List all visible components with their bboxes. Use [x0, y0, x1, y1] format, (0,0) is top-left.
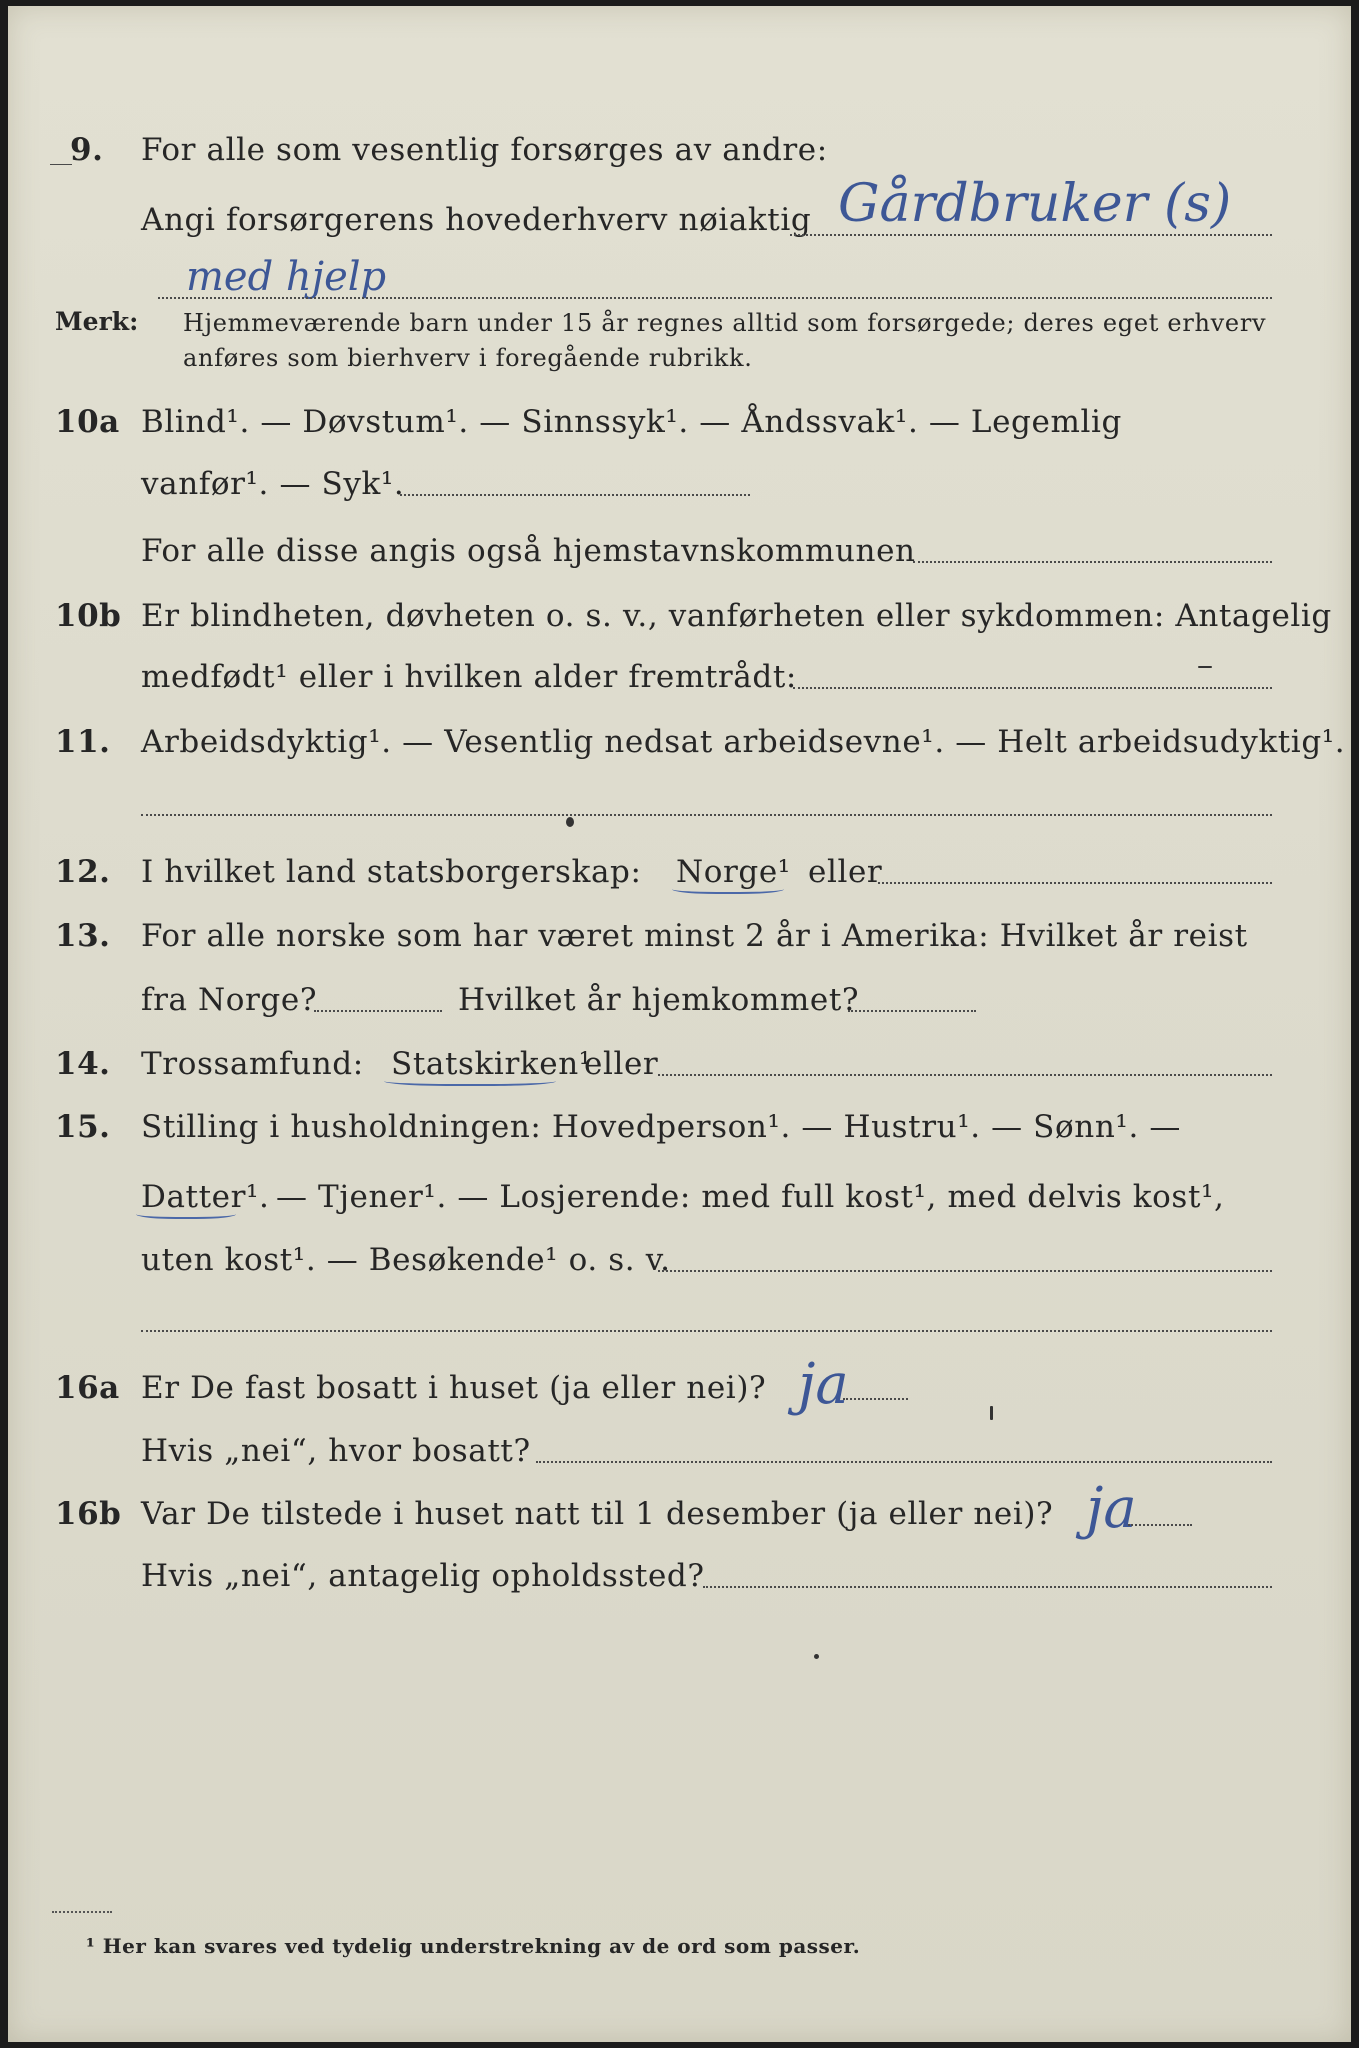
- answer-line-16b-yes: [1128, 1524, 1192, 1526]
- question-10a-number: 10a: [55, 404, 120, 440]
- answer-line-10a-sick: [400, 494, 750, 496]
- question-16a-line1: Er De fast bosatt i huset (ja eller nei)?: [141, 1370, 767, 1406]
- answer-line-15b: [141, 1330, 1272, 1332]
- question-9-line1: For alle som vesentlig forsørges av andre:: [141, 132, 828, 168]
- question-10a-line1: Blind¹. — Døvstum¹. — Sinnssyk¹. — Åndssvak¹. — Legemlig: [141, 404, 1122, 440]
- answer-9-continuation: med hjelp: [186, 254, 387, 300]
- question-13-line1: For alle norske som har været minst 2 år i Amerika: Hvilket år reist: [141, 918, 1248, 954]
- ink-dot: [566, 817, 574, 827]
- answer-line-10b: [793, 687, 1272, 689]
- question-13-number: 13.: [55, 918, 111, 954]
- note-line2: anføres som bierhverv i foregående rubrikk.: [183, 344, 753, 372]
- question-12-number: 12.: [55, 854, 111, 890]
- question-15-number: 15.: [55, 1109, 111, 1145]
- answer-9-occupation: Gårdbruker (s): [838, 174, 1232, 234]
- answer-16b-present: ja: [1086, 1476, 1137, 1541]
- question-16a-line2: Hvis „nei“, hvor bosatt?: [141, 1433, 531, 1469]
- answer-line-13-left: [314, 1010, 442, 1012]
- answer-line-9b: [158, 297, 1272, 299]
- question-12-prefix: I hvilket land statsborgerskap:: [141, 854, 642, 890]
- answer-line-9a: [790, 234, 1272, 236]
- census-form-page: [8, 6, 1351, 2042]
- footnote-text: ¹ Her kan svares ved tydelig understrekning av de ord som passer.: [86, 1934, 861, 1958]
- note-line1: Hjemmeværende barn under 15 år regnes alltid som forsørgede; deres eget erhverv: [183, 309, 1267, 337]
- question-11-line1: Arbeidsdyktig¹. — Vesentlig nedsat arbeidsevne¹. — Helt arbeidsudyktig¹.: [141, 724, 1346, 760]
- question-16b-line1: Var De tilstede i huset natt til 1 desember (ja eller nei)?: [141, 1496, 1054, 1532]
- ink-mark: [990, 1406, 993, 1420]
- question-16b-line2: Hvis „nei“, antagelig opholdssted?: [141, 1558, 705, 1594]
- answer-line-10a-municipality: [913, 561, 1272, 563]
- answer-16a-resident: ja: [798, 1352, 849, 1417]
- question-15-line2: — Tjener¹. — Losjerende: med full kost¹, med delvis kost¹,: [276, 1179, 1225, 1215]
- answer-line-14: [658, 1074, 1272, 1076]
- question-13-part-a: fra Norge?: [141, 982, 318, 1018]
- question-14-prefix: Trossamfund:: [141, 1046, 364, 1082]
- answer-line-16a-yes: [843, 1398, 908, 1400]
- option-norge: Norge¹: [676, 854, 791, 890]
- question-15-line3: uten kost¹. — Besøkende¹ o. s. v.: [141, 1242, 671, 1278]
- question-12-suffix: eller: [808, 854, 883, 890]
- ink-dot: [814, 1654, 819, 1659]
- answer-line-16a-where: [536, 1461, 1272, 1463]
- question-9-line2: Angi forsørgerens hovederhverv nøiaktig: [141, 202, 812, 238]
- question-16b-number: 16b: [55, 1496, 122, 1532]
- margin-tick: [50, 164, 72, 165]
- answer-line-12: [878, 882, 1272, 884]
- answer-line-16b-place: [703, 1586, 1272, 1588]
- answer-line-11: [141, 814, 1272, 816]
- underline-statskirken: [384, 1074, 556, 1086]
- question-14-number: 14.: [55, 1046, 111, 1082]
- note-label: Merk:: [55, 307, 139, 336]
- footnote-rule: [52, 1911, 112, 1913]
- question-11-number: 11.: [55, 724, 111, 760]
- question-10b-line1: Er blindheten, døvheten o. s. v., vanførheten eller sykdommen: Antagelig: [141, 598, 1332, 634]
- underline-norge: [672, 882, 784, 894]
- question-9-number: 9.: [70, 132, 104, 168]
- underline-datter: [136, 1207, 236, 1219]
- question-13-part-b: Hvilket år hjemkommet?: [458, 982, 860, 1018]
- option-statskirken: Statskirken¹: [391, 1046, 592, 1082]
- question-10b-line2: medfødt¹ eller i hvilken alder fremtrådt:: [141, 659, 797, 695]
- question-16a-number: 16a: [55, 1370, 120, 1406]
- option-datter: Datter¹.: [141, 1179, 270, 1215]
- question-14-suffix: eller: [584, 1046, 659, 1082]
- question-10a-line2: vanfør¹. — Syk¹.: [141, 466, 405, 502]
- question-10a-line3: For alle disse angis også hjemstavnskommunen: [141, 533, 916, 569]
- ink-mark: [1198, 666, 1212, 668]
- question-15-line1: Stilling i husholdningen: Hovedperson¹. — Hustru¹. — Sønn¹. —: [141, 1109, 1181, 1145]
- answer-line-13-return: [848, 1010, 976, 1012]
- question-10b-number: 10b: [55, 598, 122, 634]
- answer-line-15a: [658, 1270, 1272, 1272]
